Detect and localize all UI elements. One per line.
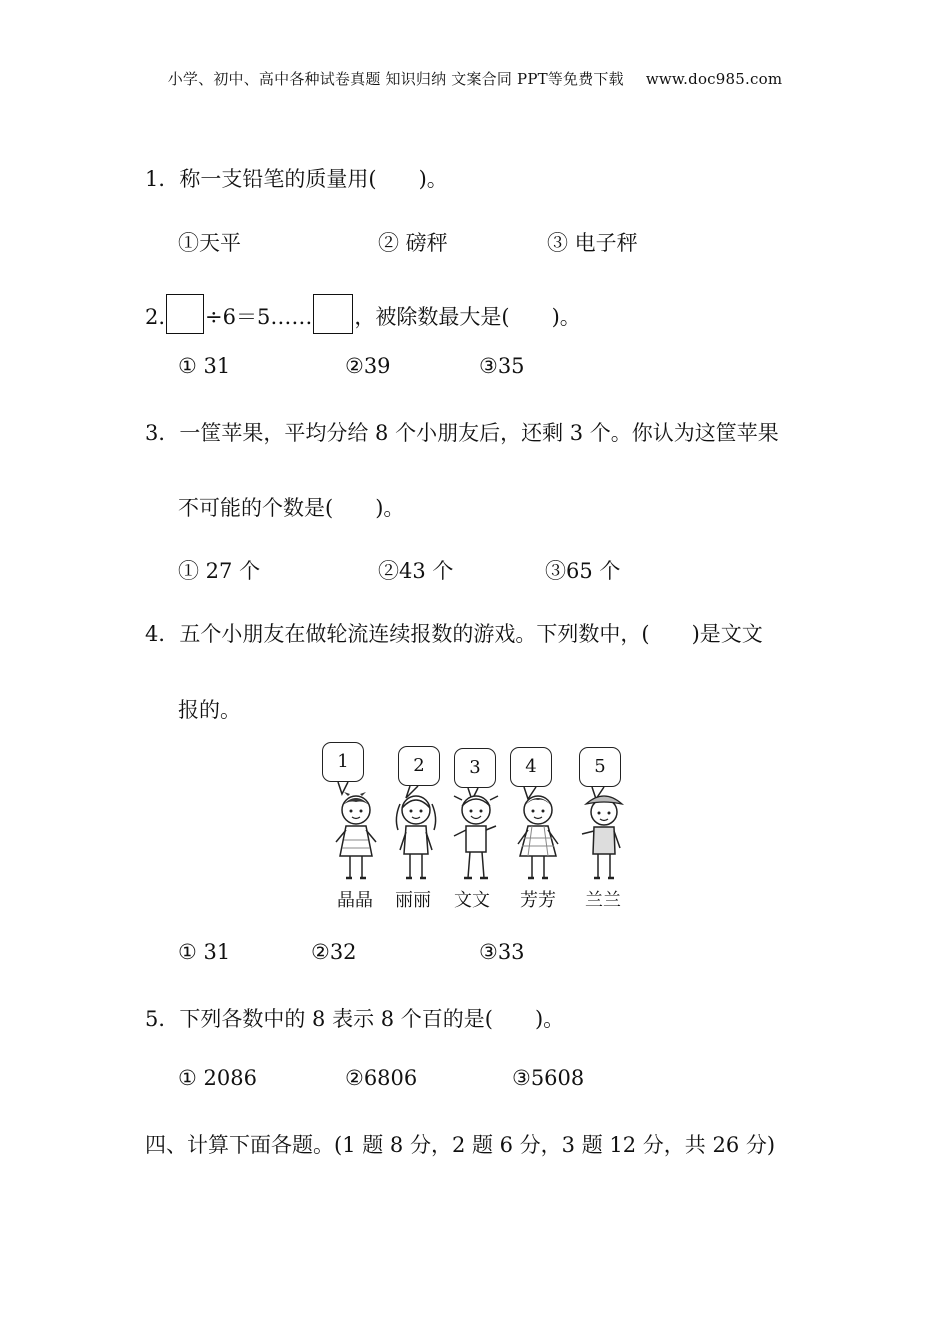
child-name-jingjing: 晶晶 (337, 890, 373, 911)
option-5a: ① 2086 (178, 1066, 257, 1090)
option-5c: ③5608 (512, 1066, 585, 1090)
child-fangfang-icon (510, 790, 566, 886)
option-1b: ② 磅秤 (378, 231, 448, 255)
header-site: www.doc985.com (645, 70, 783, 88)
child-name-fangfang: 芳芳 (520, 890, 556, 911)
option-2b: ②39 (345, 354, 391, 378)
question-2-stem-end: ，被除数最大是( )。 (354, 305, 581, 329)
question-1-stem: 称一支铅笔的质量用( )。 (179, 167, 448, 191)
question-5 (145, 1003, 564, 1033)
question-3 (145, 417, 779, 447)
option-1c: ③ 电子秤 (547, 231, 638, 255)
child-name-lili: 丽丽 (395, 890, 431, 911)
question-4-stem: 五个小朋友在做轮流连续报数的游戏。下列数中，( )是文文 (179, 622, 763, 646)
speech-bubble-1: 1 (322, 742, 364, 782)
speech-bubble-5: 5 (579, 747, 621, 787)
option-4c: ③33 (479, 940, 525, 964)
child-wenwen-icon (448, 790, 504, 886)
option-4a: ① 31 (178, 940, 231, 964)
child-lili-icon (388, 790, 444, 886)
dividend-blank-box (166, 294, 204, 334)
question-1-number: 1． (145, 167, 180, 191)
page-header (0, 68, 950, 89)
question-2-stem-mid: ÷6＝5…… (205, 305, 313, 329)
question-5-stem: 下列各数中的 8 表示 8 个百的是( )。 (179, 1007, 565, 1031)
option-2c: ③35 (479, 354, 525, 378)
question-4-stem-cont: 报的。 (178, 698, 241, 722)
children-counting-figure (318, 738, 638, 916)
question-5-number: 5． (145, 1007, 180, 1031)
question-3-number: 3． (145, 421, 180, 445)
question-4 (145, 618, 763, 648)
option-2a: ① 31 (178, 354, 231, 378)
section-4-title: 四、计算下面各题。(1 题 8 分，2 题 6 分，3 题 12 分，共 26 分) (145, 1133, 776, 1157)
question-3-stem-cont: 不可能的个数是( )。 (178, 496, 405, 520)
question-2 (145, 294, 581, 334)
question-3-stem: 一筐苹果，平均分给 8 个小朋友后，还剩 3 个。你认为这筐苹果 (179, 421, 779, 445)
speech-bubble-2: 2 (398, 746, 440, 786)
option-5b: ②6806 (345, 1066, 418, 1090)
speech-bubble-4: 4 (510, 747, 552, 787)
option-3c: ③65 个 (545, 559, 621, 583)
remainder-blank-box (313, 294, 353, 334)
option-4b: ②32 (311, 940, 357, 964)
child-lanlan-icon (576, 790, 632, 886)
child-name-wenwen: 文文 (454, 890, 490, 911)
question-4-number: 4． (145, 622, 180, 646)
option-3b: ②43 个 (378, 559, 454, 583)
option-3a: ① 27 个 (178, 559, 261, 583)
question-2-number: 2. (145, 305, 166, 329)
child-jingjing-icon (328, 790, 384, 886)
speech-bubble-3: 3 (454, 748, 496, 788)
header-text: 小学、初中、高中各种试卷真题 知识归纳 文案合同 PPT等免费下载 (167, 70, 624, 88)
question-1 (145, 163, 448, 193)
option-1a: ①天平 (178, 231, 241, 255)
child-name-lanlan: 兰兰 (585, 890, 621, 911)
